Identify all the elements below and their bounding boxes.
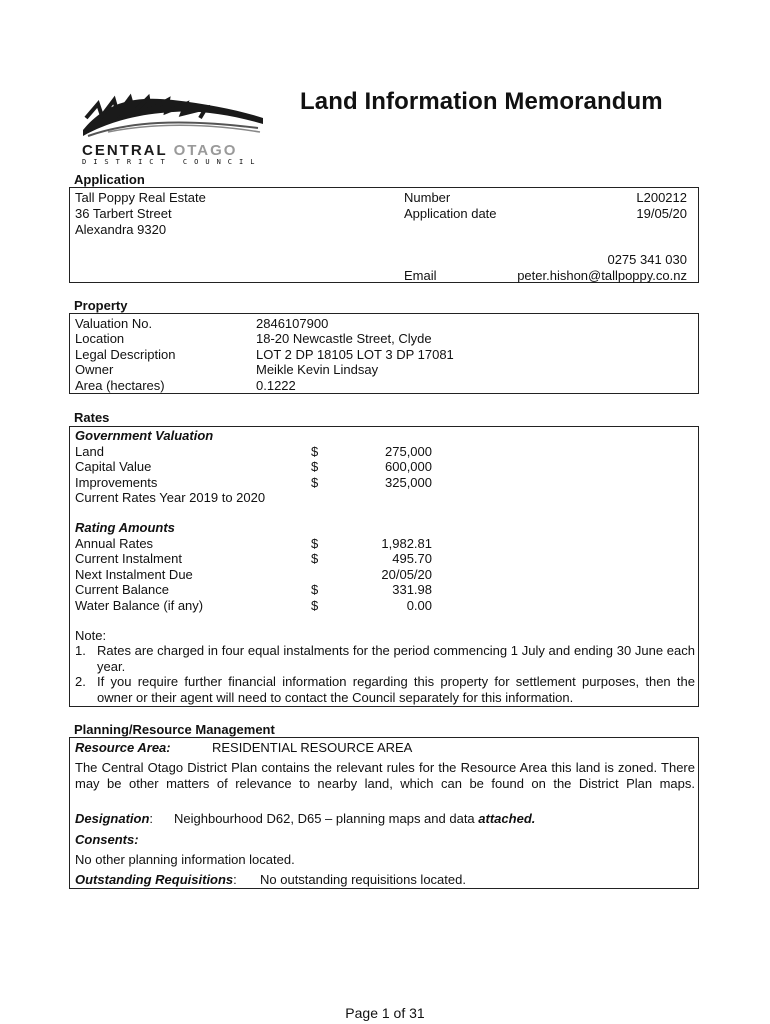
other-planning-info: No other planning information located. bbox=[75, 852, 295, 867]
rate-currency: $ bbox=[311, 551, 319, 566]
rate-currency: $ bbox=[311, 598, 319, 613]
designation-value: Neighbourhood D62, D65 – planning maps and data bbox=[174, 811, 475, 826]
council-logo bbox=[78, 92, 268, 166]
date-label: Application date bbox=[404, 206, 497, 221]
logo-word-central: CENTRAL bbox=[82, 142, 168, 159]
applicant-email: peter.hishon@tallpoppy.co.nz bbox=[517, 268, 687, 283]
rates-box bbox=[69, 426, 699, 707]
note-number: 2. bbox=[75, 674, 86, 689]
note-item bbox=[75, 643, 695, 675]
rate-value: 325,000 bbox=[385, 475, 432, 490]
rating-amounts-heading: Rating Amounts bbox=[75, 520, 175, 535]
property-label: Owner bbox=[75, 362, 114, 377]
current-rates-year: Current Rates Year 2019 to 2020 bbox=[75, 490, 266, 505]
logo-subtitle: DISTRICT COUNCIL bbox=[82, 158, 262, 166]
property-label: Legal Description bbox=[75, 347, 176, 362]
applicant-city: Alexandra 9320 bbox=[75, 222, 167, 237]
note-item bbox=[75, 674, 695, 706]
document-title: Land Information Memorandum bbox=[300, 88, 663, 115]
applicant-name: Tall Poppy Real Estate bbox=[75, 190, 206, 205]
rate-label: Water Balance (if any) bbox=[75, 598, 204, 613]
rate-value: 0.00 bbox=[406, 598, 432, 613]
rate-value: 331.98 bbox=[392, 582, 432, 597]
rate-label: Annual Rates bbox=[75, 536, 154, 551]
application-box bbox=[69, 187, 699, 283]
outstanding-value: No outstanding requisitions located. bbox=[260, 872, 466, 887]
logo-word-otago: OTAGO bbox=[173, 142, 238, 159]
designation-attached: attached. bbox=[478, 811, 536, 826]
rate-label: Improvements bbox=[75, 475, 158, 490]
note-text: If you require further financial information regarding this property for settlement purposes, then the owner or their agent will need to contact the Council separately for this information. bbox=[97, 674, 695, 705]
property-value: 2846107900 bbox=[256, 316, 329, 331]
district-plan-text: The Central Otago District Plan contains the relevant rules for the Resource Area this land is zoned. There may be other matters of relevance to nearby land, which can be found on the District Plan maps. bbox=[75, 760, 695, 791]
rate-currency: $ bbox=[311, 582, 319, 597]
rate-label: Next Instalment Due bbox=[75, 567, 193, 582]
property-value: 18-20 Newcastle Street, Clyde bbox=[256, 331, 432, 346]
property-value: Meikle Kevin Lindsay bbox=[256, 362, 379, 377]
rate-currency: $ bbox=[311, 459, 319, 474]
property-label: Valuation No. bbox=[75, 316, 153, 331]
note-number: 1. bbox=[75, 643, 86, 658]
resource-area-value: RESIDENTIAL RESOURCE AREA bbox=[212, 740, 413, 755]
application-date: 19/05/20 bbox=[636, 206, 687, 221]
note-text: Rates are charged in four equal instalments for the period commencing 1 July and ending 30 June each year. bbox=[97, 643, 695, 674]
rate-currency: $ bbox=[311, 536, 319, 551]
rate-label: Capital Value bbox=[75, 459, 152, 474]
planning-box bbox=[69, 737, 699, 889]
designation-label: Designation bbox=[75, 811, 150, 826]
outstanding-label: Outstanding Requisitions bbox=[75, 872, 234, 887]
property-label: Area (hectares) bbox=[75, 378, 165, 393]
rate-currency: $ bbox=[311, 444, 319, 459]
number-label: Number bbox=[404, 190, 451, 205]
application-heading: Application bbox=[74, 172, 145, 187]
rate-label: Land bbox=[75, 444, 104, 459]
designation-row bbox=[75, 811, 153, 826]
property-heading: Property bbox=[74, 298, 128, 313]
outstanding-requisitions-row bbox=[75, 872, 237, 887]
designation-colon: : bbox=[149, 811, 154, 826]
resource-area-label: Resource Area: bbox=[75, 740, 171, 755]
property-value: 0.1222 bbox=[256, 378, 296, 393]
page-number: Page 1 of 31 bbox=[345, 1005, 425, 1021]
note-label: Note: bbox=[75, 628, 107, 643]
email-label: Email bbox=[404, 268, 437, 283]
rate-value: 1,982.81 bbox=[381, 536, 432, 551]
property-value: LOT 2 DP 18105 LOT 3 DP 17081 bbox=[256, 347, 454, 362]
property-label: Location bbox=[75, 331, 125, 346]
rate-label: Current Balance bbox=[75, 582, 169, 597]
applicant-street: 36 Tarbert Street bbox=[75, 206, 172, 221]
property-box bbox=[69, 313, 699, 394]
rate-value: 495.70 bbox=[392, 551, 432, 566]
rate-label: Current Instalment bbox=[75, 551, 182, 566]
rate-value: 275,000 bbox=[385, 444, 432, 459]
rate-value: 600,000 bbox=[385, 459, 432, 474]
application-number: L200212 bbox=[636, 190, 687, 205]
consents-label: Consents: bbox=[75, 832, 139, 847]
planning-heading: Planning/Resource Management bbox=[74, 722, 275, 737]
rates-heading: Rates bbox=[74, 410, 110, 425]
rate-value: 20/05/20 bbox=[381, 567, 432, 582]
rate-currency: $ bbox=[311, 475, 319, 490]
applicant-phone: 0275 341 030 bbox=[607, 252, 687, 267]
gov-valuation-heading: Government Valuation bbox=[75, 428, 214, 443]
outstanding-colon: : bbox=[233, 872, 237, 887]
